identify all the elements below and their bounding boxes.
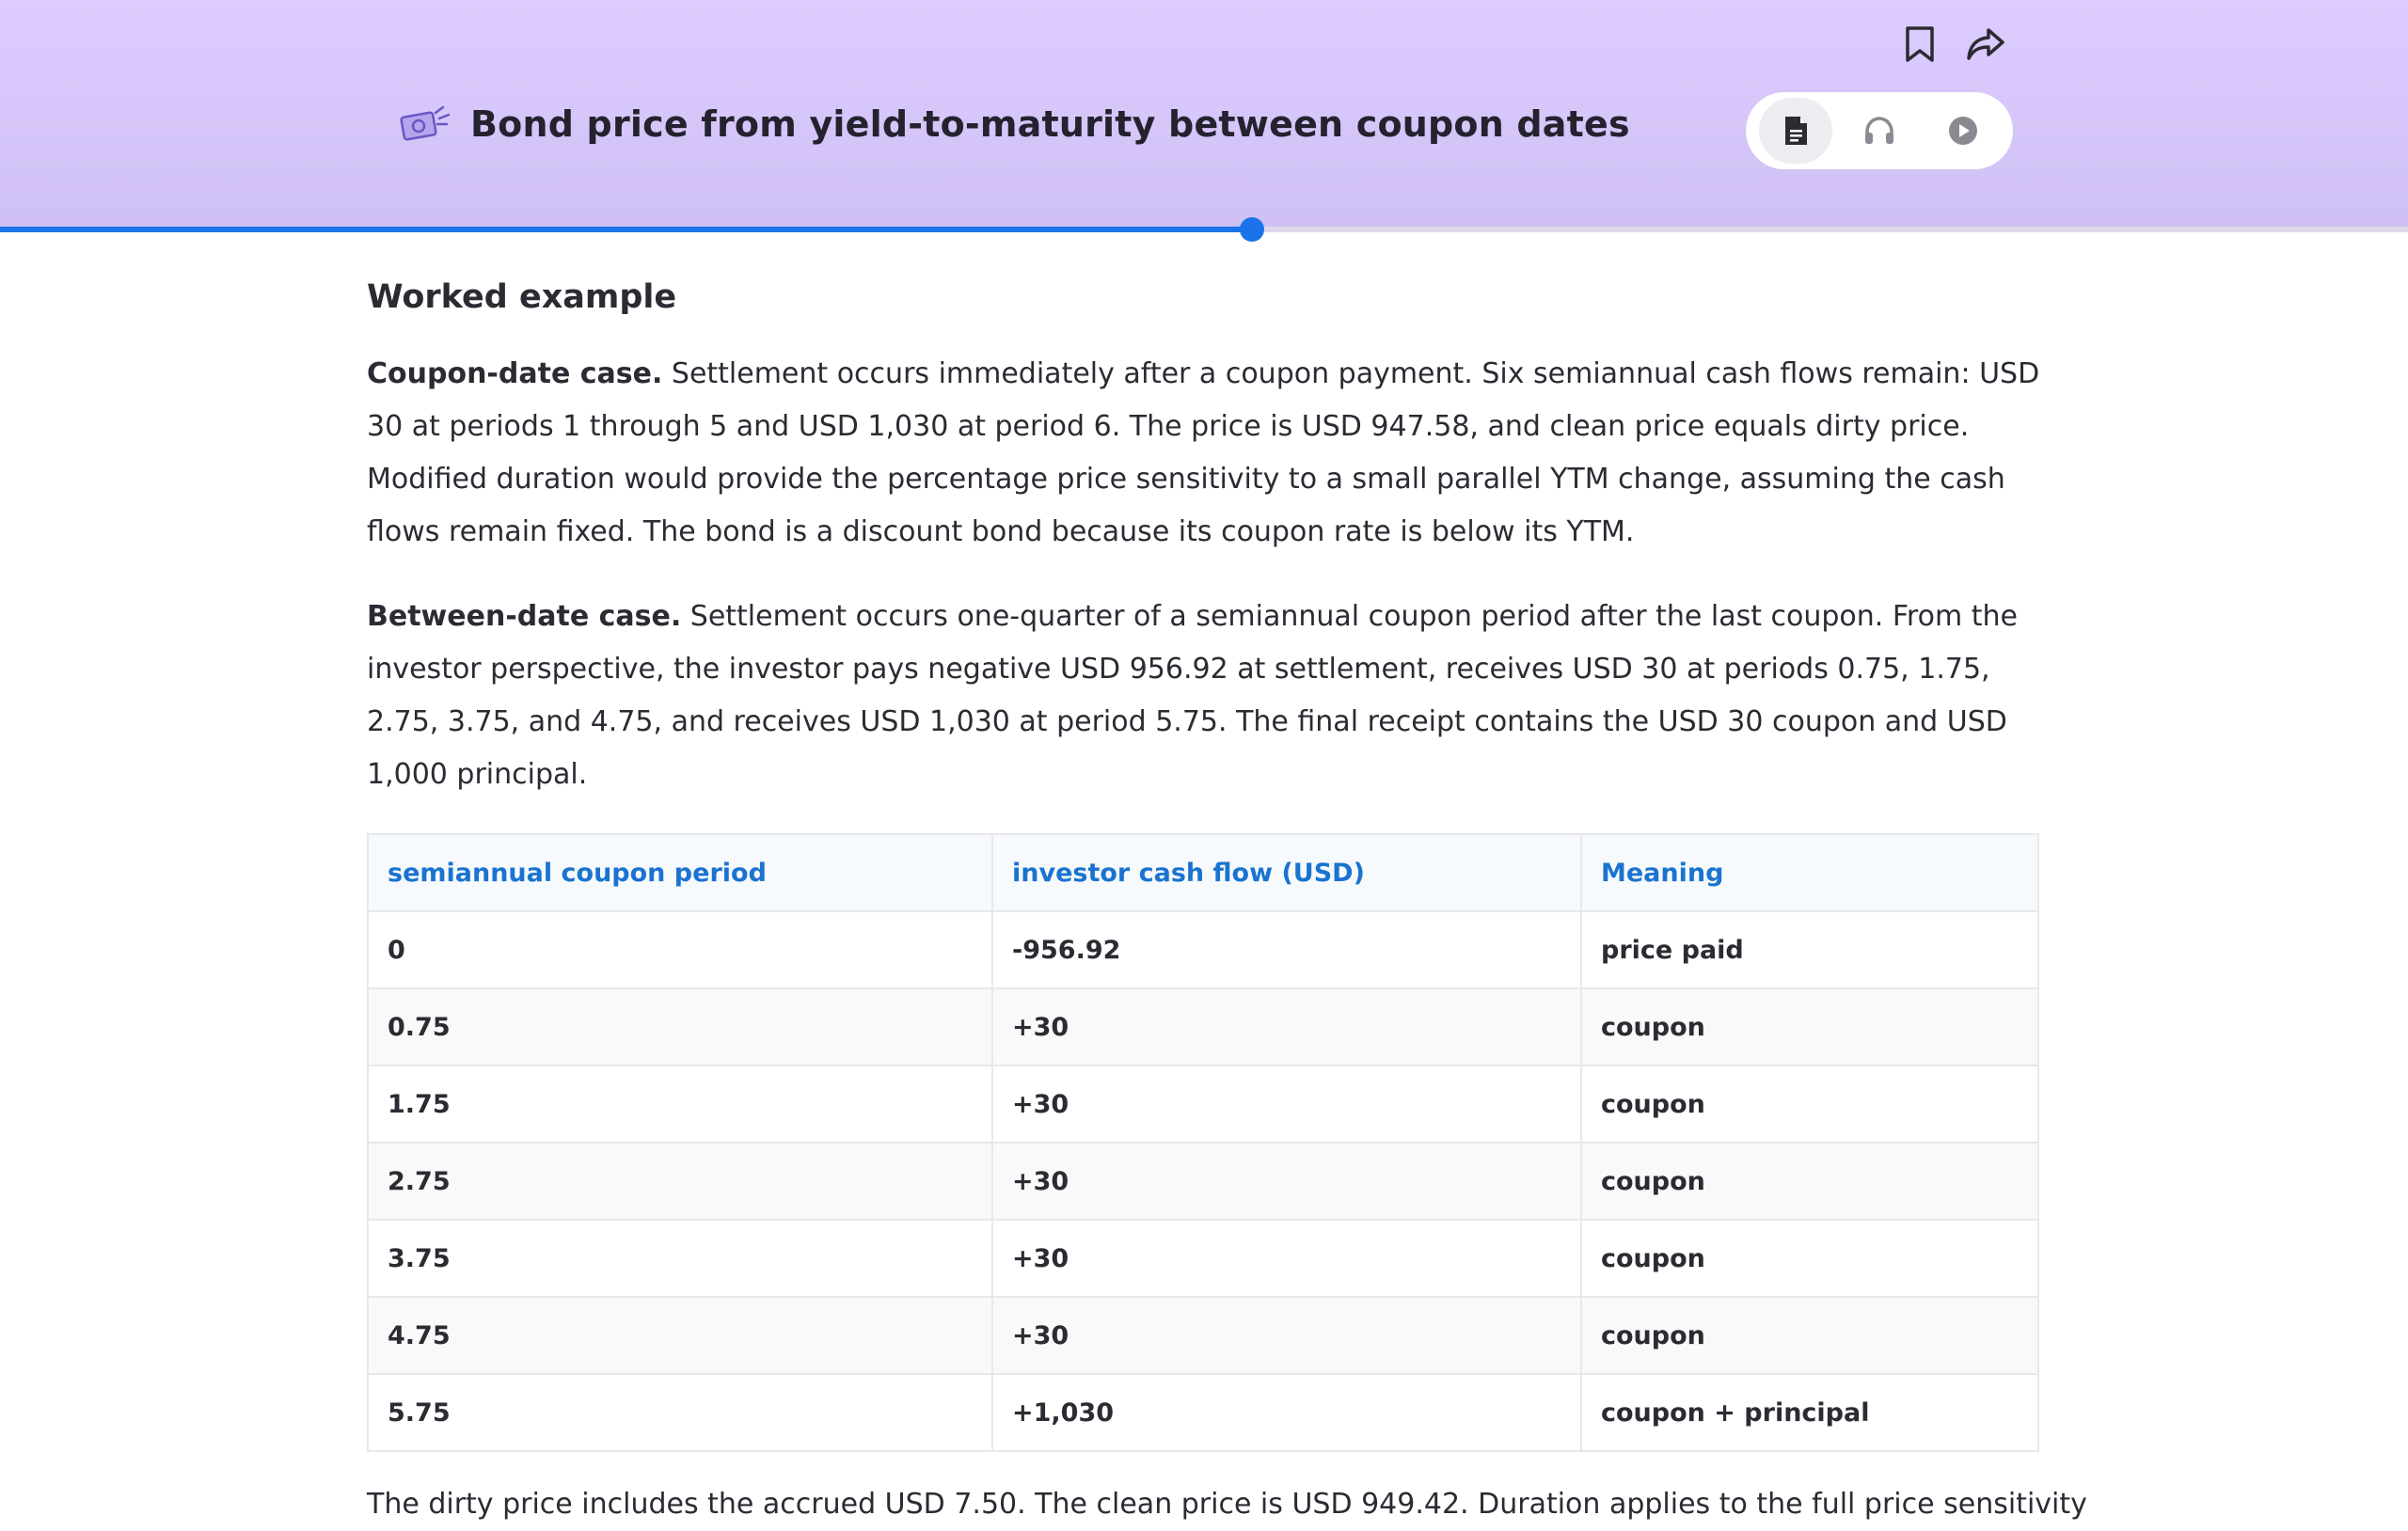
cell-cash-flow: -956.92	[992, 911, 1581, 988]
reading-progress-bar	[0, 227, 2408, 232]
table-header-row	[368, 834, 2038, 911]
money-bill-icon	[399, 102, 452, 147]
cell-cash-flow: +1,030	[992, 1374, 1581, 1451]
cell-period: 4.75	[368, 1297, 992, 1374]
bookmark-icon[interactable]	[1900, 24, 1940, 64]
coupon-date-lead: Coupon-date case.	[367, 357, 663, 390]
coupon-date-text: Settlement occurs immediately after a coupon payment. Six semiannual cash flows remain: USD 30 at periods 1 through 5 and USD 1,030 at period 6. The price is USD 947.58, and clean price equals dirty price. Modified duration would provide the percentage price sensitivity to a small parallel YTM change, assuming the cash flows remain fixed. The bond is a discount bond because its coupon rate is below its YTM.	[367, 357, 2040, 548]
read-mode-button[interactable]	[1759, 98, 1832, 164]
headphones-icon	[1863, 116, 1895, 146]
section-heading: Worked example	[367, 278, 677, 316]
cell-cash-flow: +30	[992, 988, 1581, 1065]
lesson-content	[367, 278, 2041, 1452]
document-icon	[1782, 115, 1809, 147]
table-row	[368, 1220, 2038, 1297]
table-row	[368, 1374, 2038, 1451]
cell-cash-flow: +30	[992, 1065, 1581, 1143]
column-header-period: semiannual coupon period	[368, 834, 992, 911]
column-header-meaning: Meaning	[1581, 834, 2038, 911]
table-row	[368, 911, 2038, 988]
page-title: Bond price from yield-to-maturity between coupon dates	[470, 103, 1630, 145]
cell-meaning: coupon	[1581, 1065, 2038, 1143]
table-row	[368, 1065, 2038, 1143]
cell-cash-flow: +30	[992, 1297, 1581, 1374]
cell-meaning: coupon + principal	[1581, 1374, 2038, 1451]
table-row	[368, 988, 2038, 1065]
between-date-lead: Between-date case.	[367, 600, 682, 633]
title-row	[399, 102, 1630, 147]
table-row	[368, 1143, 2038, 1220]
cell-meaning: coupon	[1581, 1143, 2038, 1220]
lesson-header	[0, 0, 2408, 229]
dirty-price-paragraph: The dirty price includes the accrued USD 7.50. The clean price is USD 949.42. Duration applies to the full price sensitivity	[367, 1488, 2087, 1521]
reading-progress-fill	[0, 227, 1252, 232]
cell-meaning: coupon	[1581, 1297, 2038, 1374]
cell-period: 2.75	[368, 1143, 992, 1220]
video-mode-button[interactable]	[1926, 98, 2000, 164]
between-date-text: Settlement occurs one-quarter of a semiannual coupon period after the last coupon. From the investor perspective, the investor pays negative USD 956.92 at settlement, receives USD 30 at periods 0.75, 1.75, 2.75, 3.75, and 4.75, and receives USD 1,030 at period 5.75. The final receipt contains the USD 30 coupon and USD 1,000 principal.	[367, 600, 2018, 791]
cell-period: 0.75	[368, 988, 992, 1065]
listen-mode-button[interactable]	[1843, 98, 1916, 164]
between-date-paragraph	[367, 591, 2041, 801]
cell-cash-flow: +30	[992, 1220, 1581, 1297]
column-header-cash-flow: investor cash flow (USD)	[992, 834, 1581, 911]
cell-period: 1.75	[368, 1065, 992, 1143]
cell-period: 3.75	[368, 1220, 992, 1297]
mode-switch	[1746, 92, 2013, 169]
reading-progress-handle[interactable]	[1240, 217, 1264, 242]
header-actions	[1900, 24, 2005, 64]
cell-period: 5.75	[368, 1374, 992, 1451]
cell-period: 0	[368, 911, 992, 988]
cash-flow-table	[367, 833, 2039, 1452]
play-icon	[1948, 116, 1978, 146]
share-icon[interactable]	[1966, 24, 2005, 64]
cell-meaning: coupon	[1581, 988, 2038, 1065]
coupon-date-paragraph	[367, 348, 2041, 559]
cell-meaning: price paid	[1581, 911, 2038, 988]
cell-cash-flow: +30	[992, 1143, 1581, 1220]
table-row	[368, 1297, 2038, 1374]
cell-meaning: coupon	[1581, 1220, 2038, 1297]
